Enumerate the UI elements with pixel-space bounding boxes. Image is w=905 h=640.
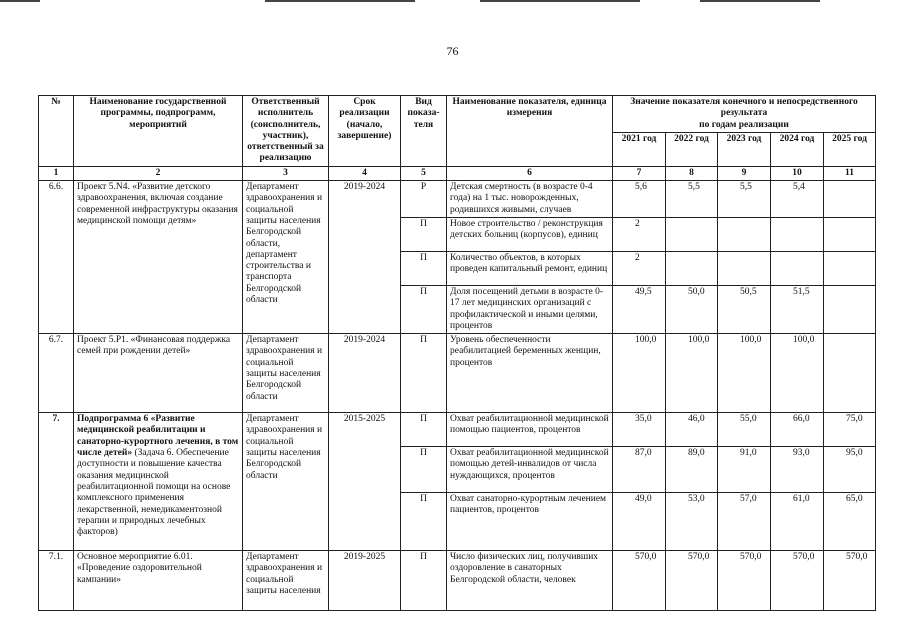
indicator-value: 89,0 [666,447,718,493]
header-indicator-name: Наименование показателя, единица измерения [447,96,613,167]
indicator-value: 5,5 [718,181,771,218]
column-number: 11 [824,166,876,180]
indicator-value: 66,0 [771,413,824,447]
indicator-value [824,285,876,333]
indicator-name: Количество объектов, в которых проведен капитальный ремонт, единиц [447,251,613,285]
indicator-value [824,181,876,218]
indicator-value: 87,0 [613,447,666,493]
indicator-value: 49,0 [613,493,666,551]
column-number: 10 [771,166,824,180]
indicator-value: 5,6 [613,181,666,218]
row-number: 7.1. [39,551,74,611]
header-term: Срок реализации (начало, завершение) [329,96,401,167]
header-responsible: Ответственный исполнитель (соисполнитель, участник), ответственный за реализацию [243,96,329,167]
indicator-type: П [401,447,447,493]
top-rule-mid [265,0,415,2]
indicator-value: 570,0 [718,551,771,611]
indicator-value [718,217,771,251]
indicator-type: П [401,251,447,285]
indicator-value: 570,0 [613,551,666,611]
indicator-value: 100,0 [666,334,718,413]
header-values-title: Значение показателя конечного и непосредственного результата [630,97,858,119]
indicator-value: 46,0 [666,413,718,447]
row-term: 2015-2025 [329,413,401,551]
row-number: 6.6. [39,181,74,334]
indicator-name: Доля посещений детьми в возрасте 0-17 лет медицинских организаций с профилактической и иными целями, процентов [447,285,613,333]
subprogram-title: Подпрограмма 6 «Развитие медицинской реабилитации и санаторно-курортного лечения, в том числе детей» [77,414,239,459]
column-number: 8 [666,166,718,180]
indicator-value: 50,0 [666,285,718,333]
header-values-subtitle: по годам реализации [699,119,789,130]
indicator-type: П [401,334,447,413]
indicator-value: 75,0 [824,413,876,447]
header-year: 2022 год [666,132,718,166]
top-rule-far [700,0,820,2]
indicator-value: 49,5 [613,285,666,333]
indicator-type: П [401,217,447,251]
indicator-value: 5,4 [771,181,824,218]
indicator-value: 53,0 [666,493,718,551]
indicator-value: 65,0 [824,493,876,551]
row-term: 2019-2024 [329,334,401,413]
header-row [39,96,876,133]
column-number: 7 [613,166,666,180]
column-number: 6 [447,166,613,180]
header-year: 2025 год [824,132,876,166]
header-values-group [613,96,876,133]
row-responsible: Департамент здравоохранения и социальной защиты населения Белгородской области, департамент строительства и транспорта Белгородской области [243,181,329,334]
top-rule-left [0,0,40,2]
indicator-value [824,217,876,251]
page-number: 76 [446,44,459,58]
indicator-name: Охват реабилитационной медицинской помощью пациентов, процентов [447,413,613,447]
header-indicator-type: Вид показа-теля [401,96,447,167]
header-name: Наименование государственной программы, подпрограмм, мероприятий [74,96,243,167]
row-responsible: Департамент здравоохранения и социальной защиты населения Белгородской области [243,413,329,551]
indicator-value: 50,5 [718,285,771,333]
indicator-name: Новое строительство / реконструкция детских больниц (корпусов), единиц [447,217,613,251]
header-year: 2021 год [613,132,666,166]
indicator-type: П [401,493,447,551]
column-number: 2 [74,166,243,180]
row-term: 2019-2024 [329,181,401,334]
indicator-value: 55,0 [718,413,771,447]
indicator-value [666,217,718,251]
column-number: 4 [329,166,401,180]
indicator-value: 570,0 [666,551,718,611]
row-responsible: Департамент здравоохранения и социальной защиты населения Белгородской области [243,334,329,413]
table-row [39,551,876,611]
indicator-name: Охват санаторно-курортным лечением пациентов, процентов [447,493,613,551]
indicator-value: 570,0 [824,551,876,611]
indicator-name: Охват реабилитационной медицинской помощью детей-инвалидов от числа нуждающихся, процентов [447,447,613,493]
indicator-type: П [401,551,447,611]
column-number: 9 [718,166,771,180]
indicator-type: П [401,413,447,447]
indicator-value: 91,0 [718,447,771,493]
indicator-value: 100,0 [718,334,771,413]
header-year: 2024 год [771,132,824,166]
column-number: 1 [39,166,74,180]
row-term: 2019-2025 [329,551,401,611]
indicator-name: Уровень обеспеченности реабилитацией беременных женщин, процентов [447,334,613,413]
indicator-value: 2 [613,251,666,285]
indicator-value [771,251,824,285]
indicator-value: 100,0 [613,334,666,413]
indicator-value [824,251,876,285]
subprogram-task: (Задача 6. Обеспечение доступности и повышение качества оказания медицинской реабилитационной помощи на основе комплексного применения лекарственной, немедикаментозной терапии и природных лечебных факторов) [77,448,231,538]
row-name: Проект 5.P1. «Финансовая поддержка семей при рождении детей» [74,334,243,413]
column-number: 5 [401,166,447,180]
indicator-value [771,217,824,251]
indicator-value: 2 [613,217,666,251]
table-row [39,334,876,413]
indicator-type: Р [401,181,447,218]
indicator-value: 61,0 [771,493,824,551]
indicators-table [38,95,876,611]
indicator-value: 57,0 [718,493,771,551]
header-year: 2023 год [718,132,771,166]
column-numbers-row [39,166,876,180]
top-rule-right [480,0,640,2]
indicator-type: П [401,285,447,333]
row-name-cell [74,413,243,551]
indicator-name: Число физических лиц, получивших оздоровление в санаторных Белгородской области, человек [447,551,613,611]
row-name: Проект 5.N4. «Развитие детского здравоохранения, включая создание современной инфраструктуры оказания медицинской помощи детям» [74,181,243,334]
indicator-value: 51,5 [771,285,824,333]
row-number: 6.7. [39,334,74,413]
indicator-value: 93,0 [771,447,824,493]
indicator-value: 5,5 [666,181,718,218]
indicator-value: 570,0 [771,551,824,611]
row-name: Основное мероприятие 6.01. «Проведение оздоровительной кампании» [74,551,243,611]
indicator-value: 35,0 [613,413,666,447]
indicator-value: 95,0 [824,447,876,493]
indicator-value [718,251,771,285]
indicator-value [666,251,718,285]
table-row [39,413,876,447]
indicator-name: Детская смертность (в возрасте 0-4 года) на 1 тыс. новорожденных, родившихся живыми, случаев [447,181,613,218]
row-number: 7. [39,413,74,551]
indicator-value [824,334,876,413]
header-num: № [39,96,74,167]
indicator-value: 100,0 [771,334,824,413]
column-number: 3 [243,166,329,180]
row-responsible: Департамент здравоохранения и социальной защиты населения [243,551,329,611]
table-row [39,181,876,218]
